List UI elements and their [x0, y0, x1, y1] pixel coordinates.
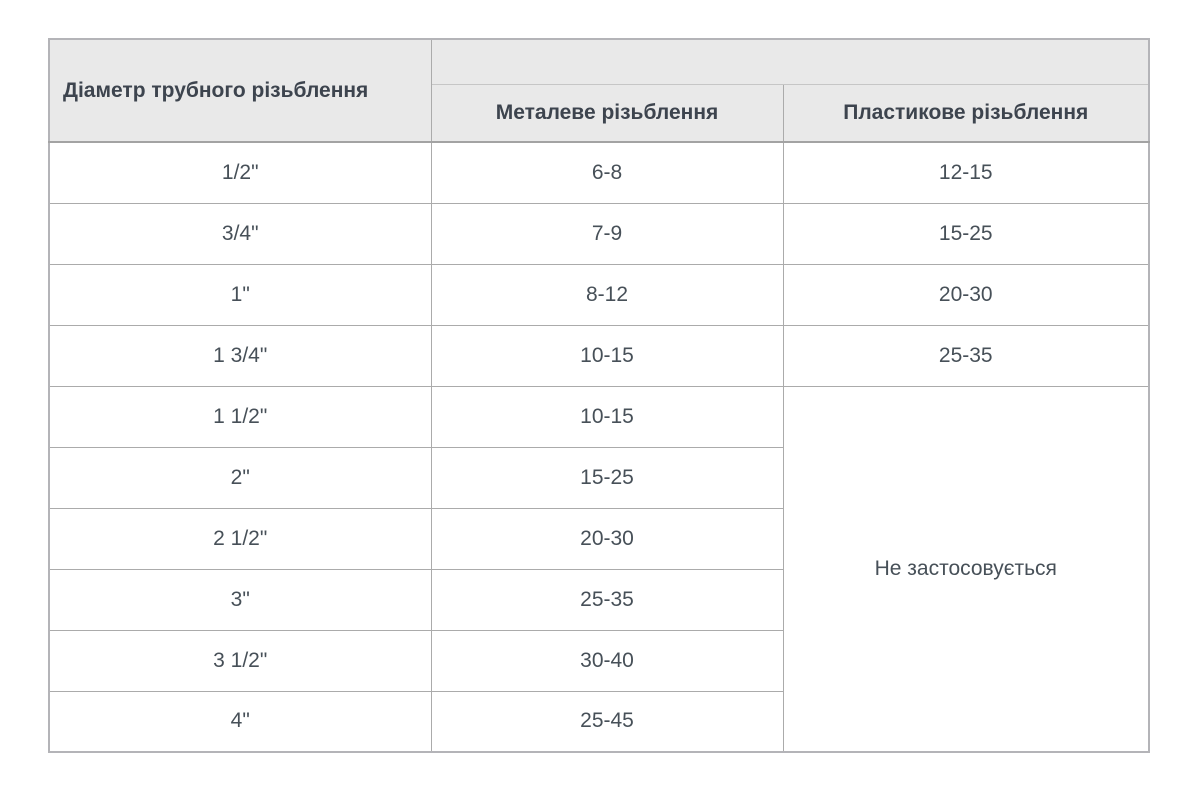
plastic-value-cell: 12-15 — [783, 142, 1149, 203]
table-row — [49, 142, 1149, 203]
metal-value-cell: 10-15 — [431, 386, 783, 447]
diameter-cell: 1" — [49, 264, 431, 325]
table-row — [49, 264, 1149, 325]
metal-value-cell: 15-25 — [431, 447, 783, 508]
metal-value-cell: 7-9 — [431, 203, 783, 264]
pipe-thread-table — [48, 38, 1150, 753]
table-body — [49, 142, 1149, 752]
diameter-cell: 1 1/2" — [49, 386, 431, 447]
table-row — [49, 203, 1149, 264]
plastic-merged-cell: Не застосовується — [783, 386, 1149, 752]
metal-value-cell: 8-12 — [431, 264, 783, 325]
diameter-cell: 3" — [49, 569, 431, 630]
column-header-plastic: Пластикове різьблення — [783, 84, 1149, 142]
diameter-cell: 1/2" — [49, 142, 431, 203]
metal-value-cell: 25-35 — [431, 569, 783, 630]
table-row — [49, 386, 1149, 447]
diameter-cell: 4" — [49, 691, 431, 752]
diameter-cell: 2" — [49, 447, 431, 508]
column-header-diameter: Діаметр трубного різьблення — [49, 39, 431, 142]
plastic-value-cell: 20-30 — [783, 264, 1149, 325]
metal-value-cell: 6-8 — [431, 142, 783, 203]
diameter-cell: 2 1/2" — [49, 508, 431, 569]
diameter-cell: 3/4" — [49, 203, 431, 264]
column-header-metal: Металеве різьблення — [431, 84, 783, 142]
metal-value-cell: 20-30 — [431, 508, 783, 569]
metal-value-cell: 25-45 — [431, 691, 783, 752]
table-row — [49, 325, 1149, 386]
diameter-cell: 1 3/4" — [49, 325, 431, 386]
metal-value-cell: 30-40 — [431, 630, 783, 691]
plastic-value-cell: 15-25 — [783, 203, 1149, 264]
plastic-value-cell: 25-35 — [783, 325, 1149, 386]
header-row-top — [49, 39, 1149, 84]
diameter-cell: 3 1/2" — [49, 630, 431, 691]
metal-value-cell: 10-15 — [431, 325, 783, 386]
header-empty-band — [431, 39, 1149, 84]
